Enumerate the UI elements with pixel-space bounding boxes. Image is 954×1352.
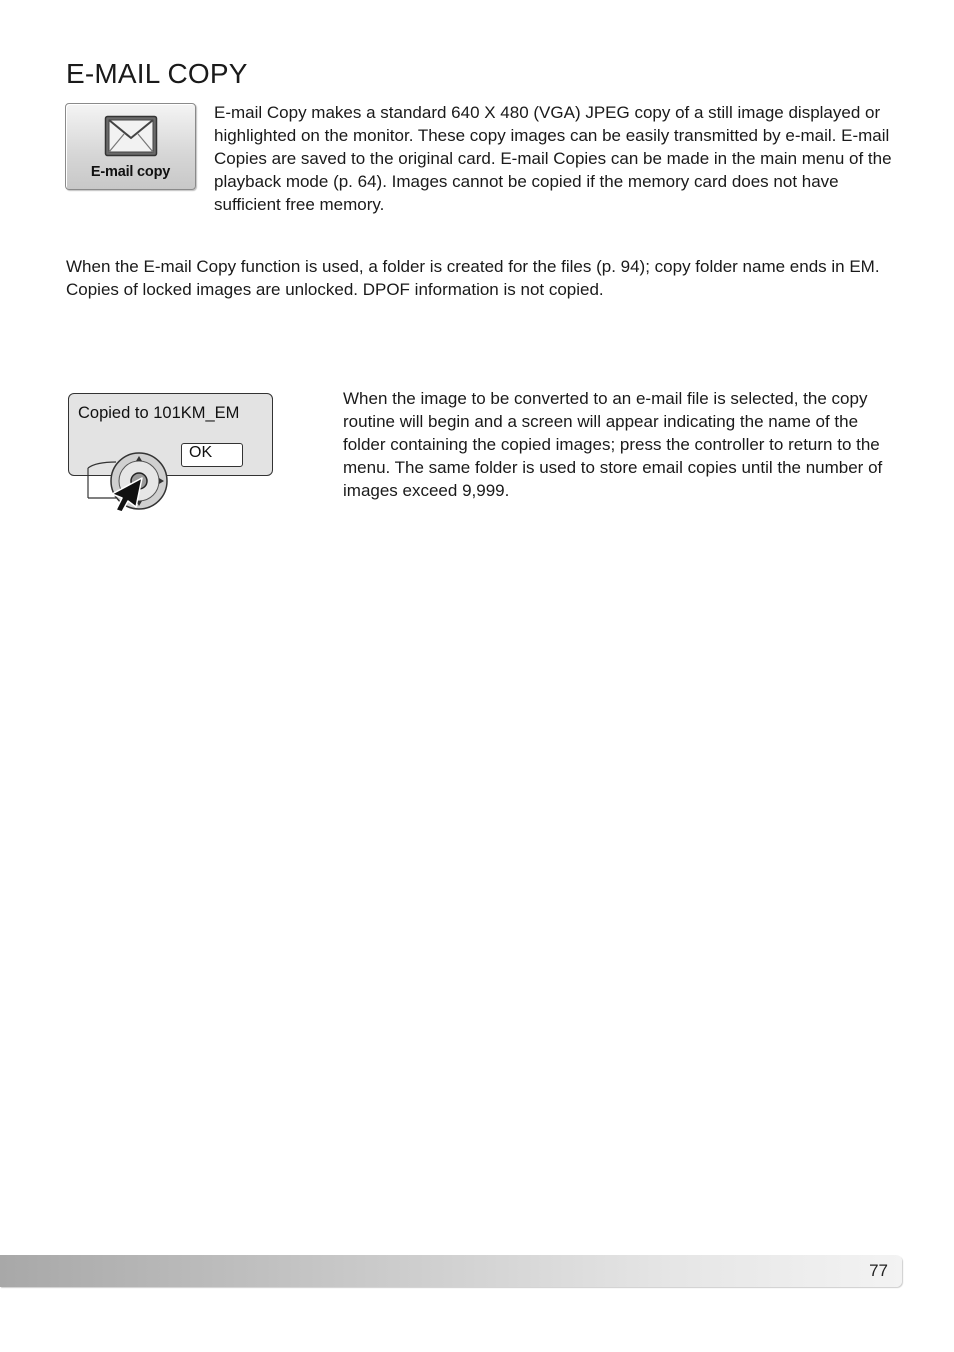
copied-message: Copied to 101KM_EM bbox=[78, 404, 240, 422]
email-copy-label: E-mail copy bbox=[90, 164, 171, 180]
page-title: E-MAIL COPY bbox=[66, 58, 248, 89]
footer-bar bbox=[0, 1255, 902, 1287]
controller-press-icon bbox=[86, 448, 176, 514]
folder-paragraph: When the E-mail Copy function is used, a folder is created for the files (p. 94); copy folder name ends in EM. Copies of locked images are unlocked. DPOF information is not copied. bbox=[66, 257, 880, 299]
email-copy-button[interactable] bbox=[65, 103, 196, 190]
routine-paragraph: When the image to be converted to an e-mail file is selected, the copy routine will begin and a screen will appear indicating the name of the folder containing the copied images; press the controller to return to the menu. The same folder is used to store email copies until the number of images exceed 9,999. bbox=[343, 389, 883, 500]
ok-button[interactable]: OK bbox=[181, 443, 243, 467]
page-number: 77 bbox=[869, 1261, 888, 1280]
envelope-icon bbox=[104, 115, 158, 157]
intro-paragraph: E-mail Copy makes a standard 640 X 480 (VGA) JPEG copy of a still image displayed or highlighted on the monitor. These copy images can be easily transmitted by e-mail. E-mail Copies are saved to the original card. E-mail Copies can be made in the main menu of the playback mode (p. 64). Images cannot be copied if the memory card does not have sufficient free memory. bbox=[214, 103, 892, 214]
